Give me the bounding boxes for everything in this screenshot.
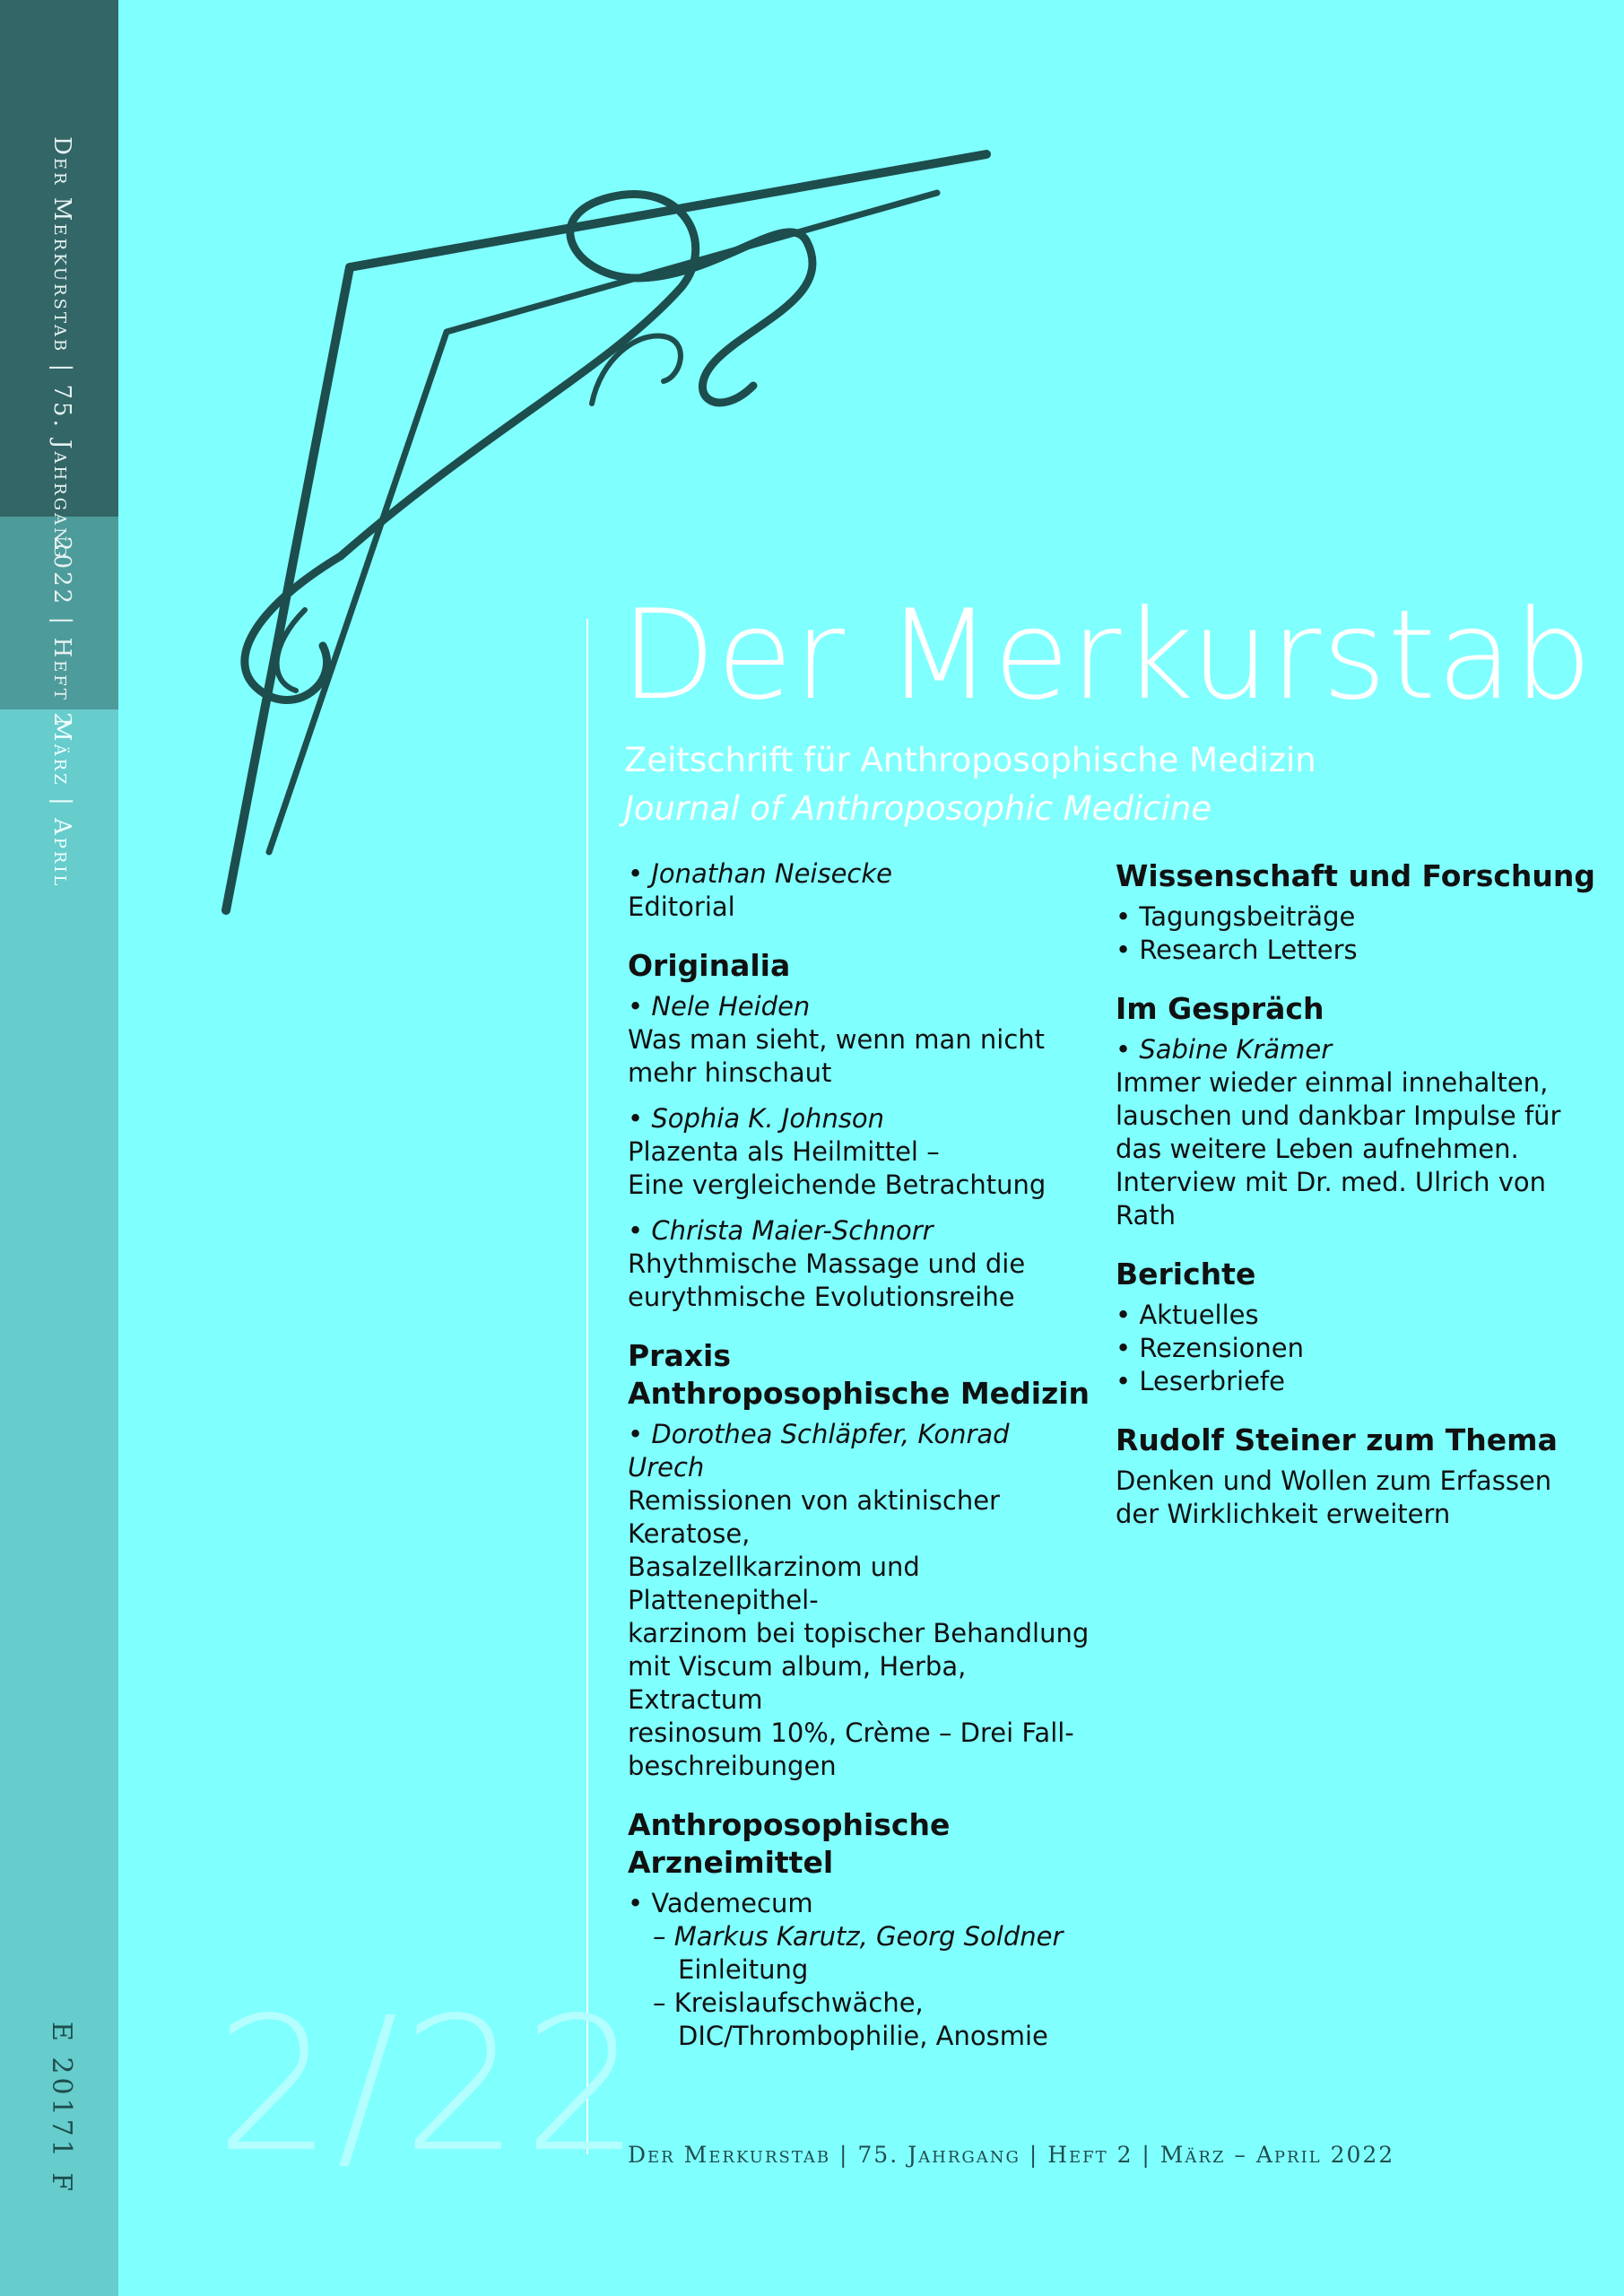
section-heading-steiner: Rudolf Steiner zum Thema [1116,1422,1558,1457]
vademecum-sub-item: – Kreislaufschwäche, [653,1987,924,2018]
list-item [1116,900,1600,967]
list-item [1116,1033,1600,1232]
article-title-line: Plazenta als Heilmittel – [628,1136,940,1167]
vademecum-sub-item: DIC/Thrombophilie, Anosmie [678,2021,1048,2051]
list-item [628,1418,1094,1783]
list-item [1116,1299,1600,1398]
list-item [1116,1465,1600,1531]
contents-left-column [628,857,1094,2066]
article-title-line: Interview mit Dr. med. Ulrich von Rath [1116,1167,1547,1231]
section-heading-gespraech: Im Gespräch [1116,991,1324,1026]
editorial-entry [628,857,1094,924]
article-author: • Dorothea Schläpfer, Konrad Urech [628,1419,1010,1483]
article-title-line: beschreibungen [628,1751,837,1781]
article-title-line: Denken und Wollen zum Erfassen [1116,1465,1552,1496]
section-heading-praxis: Praxis [628,1338,731,1373]
article-author: • Nele Heiden [628,991,811,1022]
bullet-item: • Tagungsbeiträge [1116,901,1356,932]
section-heading-berichte: Berichte [1116,1257,1256,1292]
article-title-line: resinosum 10%, Crème – Drei Fall- [628,1718,1074,1748]
issue-number: 2/22 [215,1978,645,2193]
article-title-line: mit Viscum album, Herba, Extractum [628,1651,967,1715]
article-title-line: das weitere Leben aufnehmen. [1116,1134,1519,1164]
article-author: • Christa Maier-Schnorr [628,1215,934,1246]
section-heading-anthroposophische-medizin: Anthroposophische Medizin [628,1376,1090,1411]
list-item [628,990,1094,1090]
article-author: • Sophia K. Johnson [628,1103,885,1134]
article-author: • Sabine Krämer [1116,1034,1333,1065]
section-heading-originalia: Originalia [628,948,791,983]
article-title-line: Was man sieht, wenn man nicht [628,1024,1046,1055]
editorial-author: • Jonathan Neisecke [628,858,893,889]
subtitle-english: Journal of Anthroposophic Medicine [624,789,1212,828]
article-title-line: Rhythmische Massage und die [628,1248,1026,1279]
spine-months: März | April [48,718,75,889]
article-title-line: Eine vergleichende Betrachtung [628,1170,1046,1200]
article-title-line: Remissionen von aktinischer Keratose, [628,1485,1000,1549]
vertical-rule [586,619,588,2154]
article-title-line: mehr hinschaut [628,1057,832,1088]
contents-right-column [1116,857,1600,1544]
section-heading-arzneimittel: Anthroposophische Arzneimittel [628,1807,951,1880]
vademecum-sub-author: – Markus Karutz, Georg Soldner [653,1921,1064,1952]
vademecum-item: • Vademecum [628,1888,813,1918]
article-title-line: der Wirklichkeit erweitern [1116,1499,1451,1529]
subtitle-german: Zeitschrift für Anthroposophische Medizin [624,741,1316,779]
article-title-line: karzinom bei topischer Behandlung [628,1618,1090,1648]
bullet-item: • Aktuelles [1116,1300,1259,1330]
spine-title: Der Merkurstab | 75. Jahrgang [48,136,75,561]
list-item [628,1102,1094,1202]
article-title-line: Basalzellkarzinom und Plattenepithel- [628,1552,920,1615]
magazine-title: Der Merkurstab [621,583,1594,727]
bullet-item: • Leserbriefe [1116,1366,1285,1396]
footer-line: Der Merkurstab | 75. Jahrgang | Heft 2 | März – April 2022 [628,2142,1395,2168]
spine-code: E 20171 F [46,2022,77,2196]
spine-issue: 2022 | Heft 2 [48,536,75,730]
article-title-line: lauschen und dankbar Impulse für [1116,1100,1561,1131]
article-title-line: eurythmische Evolutionsreihe [628,1282,1015,1312]
vademecum-sub-title: Einleitung [678,1954,809,1985]
editorial-title: Editorial [628,891,735,922]
section-heading-wissenschaft: Wissenschaft und Forschung [1116,858,1596,893]
bullet-item: • Research Letters [1116,935,1358,965]
bullet-item: • Rezensionen [1116,1333,1304,1363]
list-item [628,1214,1094,1314]
list-item [628,1887,1094,2053]
article-title-line: Immer wieder einmal innehalten, [1116,1067,1549,1098]
